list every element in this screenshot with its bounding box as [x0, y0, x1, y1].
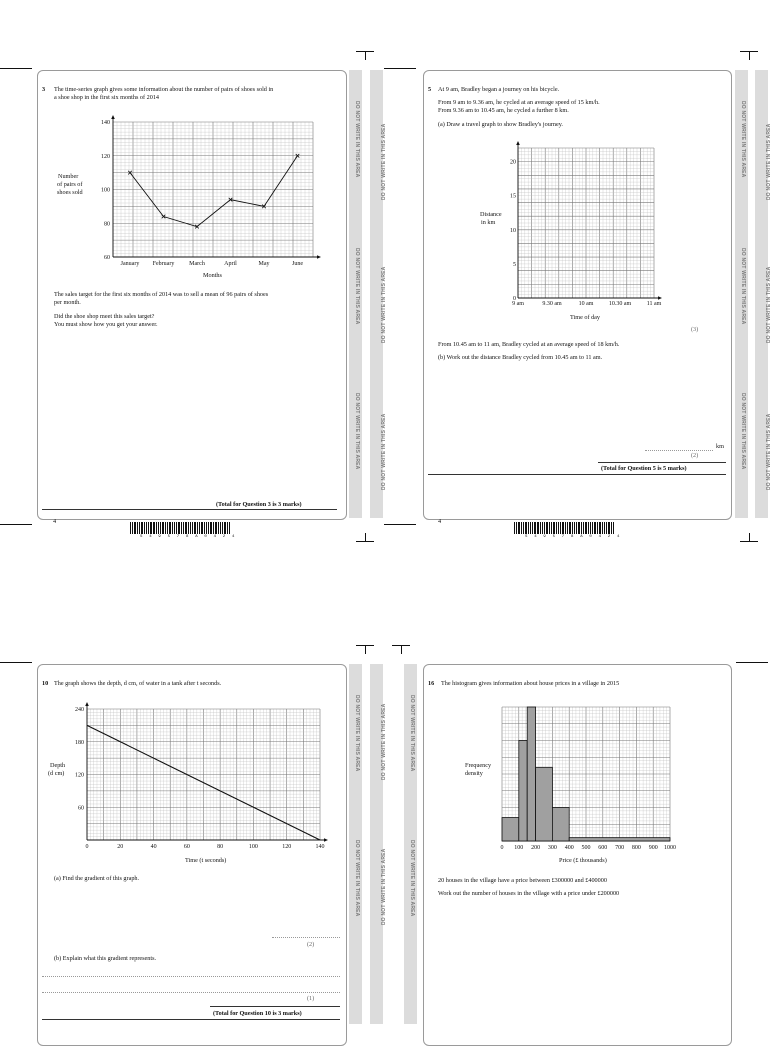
crop-mark — [749, 533, 750, 542]
barcode-bar — [542, 522, 543, 534]
barcode-bar — [546, 522, 548, 534]
barcode-bar — [558, 522, 559, 534]
x-axis-arrow — [317, 255, 321, 259]
q5-total-rule — [428, 474, 726, 475]
barcode-bar — [606, 522, 607, 534]
barcode-bar — [576, 522, 577, 534]
q3-question-line1: Did the shoe shop meet this sales target? — [54, 313, 155, 320]
q10-marks-b: (1) — [307, 995, 315, 1002]
x-tick-label: 9 am — [512, 301, 524, 307]
q5-part-b: (b) Work out the distance Bradley cycled from 10.45 am to 11 am. — [438, 354, 603, 361]
crop-mark — [401, 645, 402, 654]
barcode-bar — [169, 522, 171, 534]
barcode-bar — [572, 522, 573, 534]
barcode-bar — [220, 522, 221, 534]
barcode-bar — [130, 522, 131, 534]
x-tick-label: 800 — [631, 845, 641, 851]
barcode-digits-p1: S 4 9 5 7 8 A 0 4 2 4 — [140, 535, 237, 539]
graph-grid — [87, 709, 320, 840]
page-number-p2: 4 — [438, 518, 442, 525]
barcode-bar — [146, 522, 147, 534]
q16-number: 16 — [428, 680, 435, 687]
barcode-bar — [199, 522, 200, 534]
q5-marks-a: (3) — [691, 326, 699, 333]
barcode-bar — [592, 522, 593, 534]
x-tick-label: 700 — [615, 845, 625, 851]
barcode-bar — [229, 522, 230, 534]
y-axis-arrow — [111, 115, 115, 119]
q5-travel-graph-grid — [506, 140, 666, 314]
strip-label: DO NOT WRITE IN THIS AREA — [381, 413, 387, 490]
barcode-bar — [150, 522, 152, 534]
y-tick-label: 20 — [510, 159, 516, 166]
strip-label: DO NOT WRITE IN THIS AREA — [766, 266, 772, 343]
barcode-p1 — [130, 522, 231, 534]
barcode-bar — [599, 522, 601, 534]
barcode-bar — [583, 522, 584, 534]
barcode-bar — [537, 522, 539, 534]
strip-label: DO NOT WRITE IN THIS AREA — [740, 248, 746, 325]
histogram-bar — [519, 741, 527, 842]
barcode-bar — [204, 522, 205, 534]
barcode-bar — [206, 522, 207, 534]
barcode-bar — [165, 522, 166, 534]
q10-total: (Total for Question 10 is 3 marks) — [213, 1010, 302, 1017]
barcode-bar — [560, 522, 561, 534]
barcode-bar — [222, 522, 223, 534]
barcode-bar — [141, 522, 143, 534]
q5-line-after: From 10.45 am to 11 am, Bradley cycled at an average speed of 18 km/h. — [438, 341, 620, 348]
barcode-bar — [540, 522, 541, 534]
histogram-bar — [552, 808, 569, 842]
barcode-bar — [594, 522, 596, 534]
q5-total: (Total for Question 5 is 5 marks) — [601, 465, 687, 472]
x-tick-label: 10.30 am — [608, 301, 632, 307]
barcode-bar — [183, 522, 184, 534]
q10-depth-chart — [62, 701, 332, 857]
q5-ylabel-2: in km — [481, 219, 496, 226]
x-tick-label: 600 — [598, 845, 608, 851]
q3-xlabel: Months — [203, 272, 222, 279]
q10-answer-b-line2[interactable] — [42, 992, 340, 993]
q10-total-rule-top — [210, 1006, 340, 1007]
q5-ylabel-1: Distance — [480, 211, 502, 218]
barcode-bar — [174, 522, 175, 534]
barcode-bar — [544, 522, 545, 534]
crop-mark — [365, 533, 366, 542]
barcode-bar — [215, 522, 217, 534]
x-tick-label: March — [189, 261, 205, 267]
crop-mark — [384, 524, 416, 525]
q3-question-line2: You must show how you get your answer. — [54, 321, 158, 328]
x-axis-arrow — [324, 838, 328, 842]
y-tick-label: 15 — [510, 193, 516, 200]
barcode-bar — [144, 522, 145, 534]
histogram-bar — [527, 707, 535, 841]
y-tick-label: 100 — [101, 187, 110, 194]
barcode-bar — [588, 522, 589, 534]
barcode-bar — [516, 522, 517, 534]
barcode-bar — [549, 522, 550, 534]
q16-ylabel-2: density — [465, 770, 483, 777]
strip-label: DO NOT WRITE IN THIS AREA — [354, 101, 360, 178]
barcode-bar — [192, 522, 193, 534]
strip-label: DO NOT WRITE IN THIS AREA — [354, 248, 360, 325]
q3-total: (Total for Question 3 is 3 marks) — [216, 501, 302, 508]
barcode-bar — [218, 522, 219, 534]
barcode-bar — [137, 522, 138, 534]
x-tick-label: 100 — [248, 844, 258, 850]
barcode-bar — [227, 522, 228, 534]
x-tick-label: May — [258, 261, 270, 267]
q5-line2: From 9 am to 9.36 am, he cycled at an average speed of 15 km/h. — [438, 99, 600, 106]
x-tick-label: 300 — [547, 845, 557, 851]
q3-intro-line2: a shoe shop in the first six months of 2014 — [54, 94, 160, 101]
q5-part-a: (a) Draw a travel graph to show Bradley's journey. — [438, 121, 563, 128]
q3-intro-line1: The time-series graph gives some information about the number of pairs of shoes sold in — [54, 86, 274, 93]
barcode-bar — [578, 522, 580, 534]
strip-label: DO NOT WRITE IN THIS AREA — [740, 393, 746, 470]
barcode-bar — [185, 522, 187, 534]
barcode-bar — [167, 522, 168, 534]
crop-mark — [0, 524, 32, 525]
crop-mark — [0, 68, 32, 69]
strip-label: DO NOT WRITE IN THIS AREA — [766, 123, 772, 200]
y-axis-arrow — [516, 141, 520, 145]
q10-part-b: (b) Explain what this gradient represents. — [54, 955, 157, 962]
barcode-bar — [553, 522, 555, 534]
page-number-p1: 4 — [53, 518, 57, 525]
q10-marks-a: (2) — [307, 941, 315, 948]
q16-info: 20 houses in the village have a price between £300000 and £400000 — [438, 877, 607, 884]
q3-ylabel-3: shoes sold — [57, 189, 83, 196]
x-tick-label: 100 — [514, 845, 524, 851]
strip-label: DO NOT WRITE IN THIS AREA — [381, 848, 387, 925]
q3-ylabel-1: Number — [58, 173, 79, 180]
strip-label: DO NOT WRITE IN THIS AREA — [409, 695, 415, 772]
barcode-bar — [565, 522, 566, 534]
barcode-bar — [224, 522, 226, 534]
barcode-bar — [551, 522, 552, 534]
barcode-bar — [562, 522, 564, 534]
barcode-bar — [581, 522, 582, 534]
barcode-bar — [156, 522, 157, 534]
barcode-bar — [172, 522, 173, 534]
barcode-bar — [604, 522, 605, 534]
q3-total-rule — [42, 509, 337, 510]
strip-label: DO NOT WRITE IN THIS AREA — [354, 695, 360, 772]
y-axis-arrow — [85, 702, 89, 706]
q5-intro: At 9 am, Bradley began a journey on his bicycle. — [438, 86, 560, 93]
barcode-bar — [210, 522, 212, 534]
q10-ylabel-2: (d cm) — [48, 770, 65, 777]
q10-answer-a-line[interactable] — [272, 937, 340, 938]
barcode-bar — [201, 522, 203, 534]
graph-grid — [518, 148, 654, 298]
strip-label: DO NOT WRITE IN THIS AREA — [381, 266, 387, 343]
q5-number: 5 — [428, 86, 432, 93]
x-tick-label: 140 — [315, 844, 325, 850]
q5-xlabel: Time of day — [570, 314, 601, 321]
barcode-bar — [158, 522, 159, 534]
strip-label: DO NOT WRITE IN THIS AREA — [740, 101, 746, 178]
x-tick-label: April — [224, 261, 237, 267]
barcode-bar — [213, 522, 214, 534]
barcode-bar — [518, 522, 520, 534]
barcode-bar — [148, 522, 149, 534]
q5-line3: From 9.36 am to 10.45 am, he cycled a further 8 km. — [438, 107, 569, 114]
y-tick-label: 120 — [101, 153, 110, 160]
x-tick-label: 0 — [500, 845, 504, 851]
barcode-bar — [532, 522, 533, 534]
histogram-bar — [536, 767, 553, 841]
q10-intro: The graph shows the depth, d cm, of water in a tank after t seconds. — [54, 680, 222, 687]
crop-mark — [749, 51, 750, 60]
barcode-bar — [569, 522, 571, 534]
x-tick-label: 11 am — [646, 301, 662, 307]
y-tick-label: 5 — [513, 261, 516, 268]
barcode-bar — [188, 522, 189, 534]
barcode-bar — [585, 522, 587, 534]
strip-label: DO NOT WRITE IN THIS AREA — [381, 703, 387, 780]
q3-ylabel-2: of pairs of — [57, 181, 83, 188]
strip-label: DO NOT WRITE IN THIS AREA — [354, 393, 360, 470]
q16-task: Work out the number of houses in the village with a price under £200000 — [438, 890, 620, 897]
q16-xlabel: Price (£ thousands) — [559, 857, 607, 864]
q3-time-series-chart — [86, 112, 326, 274]
x-tick-label: 1000 — [664, 845, 676, 851]
y-tick-label: 120 — [75, 772, 84, 779]
barcode-bar — [523, 522, 524, 534]
barcode-bar — [194, 522, 196, 534]
x-tick-label: February — [152, 261, 175, 267]
strip-label: DO NOT WRITE IN THIS AREA — [381, 123, 387, 200]
barcode-bar — [528, 522, 529, 534]
x-tick-label: 80 — [217, 844, 224, 850]
barcode-bar — [160, 522, 161, 534]
barcode-bar — [556, 522, 557, 534]
q10-answer-b-line1[interactable] — [42, 976, 340, 977]
barcode-bar — [153, 522, 155, 534]
q10-total-rule — [42, 1019, 340, 1020]
barcode-bar — [190, 522, 191, 534]
y-tick-label: 240 — [75, 707, 84, 713]
barcode-bar — [608, 522, 610, 534]
strip-label: DO NOT WRITE IN THIS AREA — [354, 840, 360, 917]
q16-ylabel-1: Frequency — [465, 762, 492, 769]
q16-histogram — [496, 701, 680, 857]
y-tick-label: 0 — [513, 296, 516, 302]
x-tick-label: 400 — [564, 845, 574, 851]
x-tick-label: 500 — [581, 845, 591, 851]
x-tick-label: 10 am — [578, 301, 594, 307]
y-tick-label: 180 — [75, 739, 84, 746]
x-tick-label: 120 — [282, 844, 292, 850]
barcode-p2 — [514, 522, 615, 534]
barcode-bar — [525, 522, 527, 534]
barcode-bar — [597, 522, 598, 534]
q5-answer-unit: km — [716, 443, 724, 450]
barcode-bar — [611, 522, 612, 534]
barcode-bar — [197, 522, 198, 534]
q10-xlabel: Time (t seconds) — [185, 857, 227, 864]
x-tick-label: January — [120, 261, 140, 267]
barcode-bar — [514, 522, 515, 534]
series-line — [130, 156, 298, 227]
x-tick-label: 0 — [85, 844, 89, 850]
barcode-bar — [208, 522, 209, 534]
crop-mark — [0, 662, 32, 663]
barcode-bar — [602, 522, 603, 534]
barcode-bar — [178, 522, 180, 534]
q16-intro: The histogram gives information about house prices in a village in 2015 — [441, 680, 620, 687]
q5-marks-b: (2) — [691, 452, 699, 459]
x-tick-label: 200 — [531, 845, 541, 851]
barcode-bar — [534, 522, 536, 534]
strip-label: DO NOT WRITE IN THIS AREA — [409, 840, 415, 917]
q5-total-rule-top — [598, 462, 726, 463]
crop-mark — [736, 662, 768, 663]
barcode-bar — [162, 522, 164, 534]
x-tick-label: June — [292, 261, 303, 267]
q10-number: 10 — [42, 680, 49, 687]
barcode-bar — [139, 522, 140, 534]
x-tick-label: 40 — [150, 844, 157, 850]
barcode-bar — [574, 522, 575, 534]
q10-ylabel-1: Depth — [50, 762, 66, 769]
barcode-bar — [521, 522, 522, 534]
y-tick-label: 60 — [78, 805, 84, 812]
barcode-bar — [530, 522, 531, 534]
y-tick-label: 80 — [104, 221, 110, 228]
barcode-bar — [132, 522, 133, 534]
x-tick-label: 20 — [117, 844, 124, 850]
x-tick-label: 900 — [648, 845, 658, 851]
histogram-bar — [502, 818, 519, 841]
q10-part-a: (a) Find the gradient of this graph. — [54, 875, 140, 882]
y-tick-label: 140 — [101, 120, 110, 126]
barcode-bar — [176, 522, 177, 534]
x-axis-arrow — [658, 296, 662, 300]
histogram-bar — [569, 838, 670, 841]
crop-mark — [384, 68, 416, 69]
q5-answer-line[interactable] — [645, 450, 713, 451]
y-tick-label: 60 — [104, 255, 110, 261]
barcode-bar — [613, 522, 614, 534]
crop-mark — [365, 51, 366, 60]
barcode-bar — [181, 522, 182, 534]
q3-target-line2: per month. — [54, 299, 81, 306]
barcode-digits-p2: S 4 9 5 7 8 A 0 4 2 4 — [525, 535, 622, 539]
barcode-bar — [134, 522, 136, 534]
q3-number: 3 — [42, 86, 46, 93]
strip-label: DO NOT WRITE IN THIS AREA — [766, 413, 772, 490]
q3-target-line1: The sales target for the first six months of 2014 was to sell a mean of 96 pairs of shoes — [54, 291, 269, 298]
barcode-bar — [590, 522, 591, 534]
barcode-bar — [567, 522, 568, 534]
crop-mark — [365, 645, 366, 654]
x-tick-label: 60 — [183, 844, 190, 850]
y-tick-label: 10 — [510, 227, 516, 234]
x-tick-label: 9.30 am — [542, 301, 562, 307]
